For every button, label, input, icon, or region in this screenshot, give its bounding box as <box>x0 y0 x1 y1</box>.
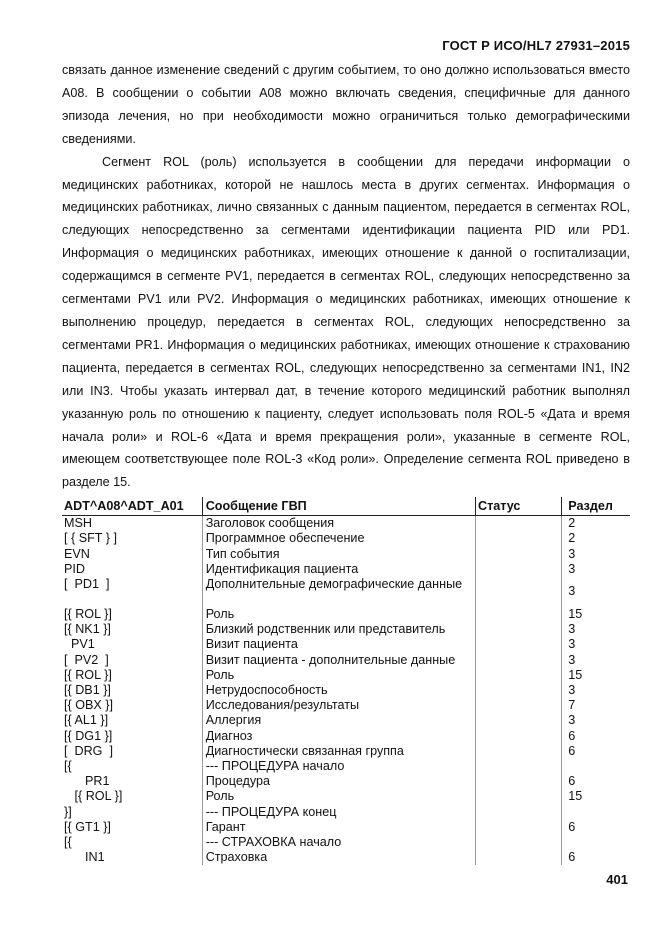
segment-cell: [{ OBX }] <box>64 698 114 713</box>
segment-cell: [{ DG1 }] <box>64 728 113 743</box>
status-cell <box>475 698 561 713</box>
table-row <box>62 562 630 577</box>
segment-cell: [{ ROL }] <box>64 607 112 622</box>
status-cell <box>475 683 561 698</box>
status-cell <box>475 744 561 759</box>
table-body <box>62 516 630 866</box>
description-cell: --- ПРОЦЕДУРА конец <box>202 805 475 820</box>
column-header-status: Статус <box>475 497 561 516</box>
description-cell: Дополнительные демографические данные <box>202 577 475 607</box>
section-cell: 15 <box>568 789 583 804</box>
status-cell <box>475 820 561 835</box>
section-cell: 3 <box>568 546 576 561</box>
description-cell: Роль <box>202 607 475 622</box>
status-cell <box>475 850 561 865</box>
segment-cell: [ { SFT } ] <box>64 531 117 546</box>
body-text <box>62 59 630 494</box>
description-cell: Диагностически связанная группа <box>202 744 475 759</box>
description-cell: Роль <box>202 668 475 683</box>
description-cell: Тип события <box>202 547 475 562</box>
table-row <box>62 729 630 744</box>
status-cell <box>475 547 561 562</box>
segment-cell: [{ ROL }] <box>64 789 123 804</box>
status-cell <box>475 653 561 668</box>
description-cell: Близкий родственник или представитель <box>202 622 475 637</box>
description-cell: Визит пациента - дополнительные данные <box>202 653 475 668</box>
segment-cell: [{ DB1 }] <box>64 683 111 698</box>
table-row <box>62 683 630 698</box>
section-cell: 3 <box>568 713 576 728</box>
section-cell <box>562 835 630 850</box>
message-structure-table <box>62 497 630 865</box>
section-cell: 7 <box>568 698 576 713</box>
table-row <box>62 668 630 683</box>
table-row <box>62 759 630 774</box>
table-row <box>62 835 630 850</box>
description-cell: Нетрудоспособность <box>202 683 475 698</box>
segment-cell: [{ NK1 }] <box>64 622 111 637</box>
column-header-section: Раздел <box>562 497 630 516</box>
section-cell: 3 <box>568 622 576 637</box>
table-row <box>62 850 630 865</box>
section-cell: 3 <box>568 561 576 576</box>
table-row <box>62 607 630 622</box>
table-header-row <box>62 497 630 516</box>
description-cell: Роль <box>202 789 475 804</box>
status-cell <box>475 835 561 850</box>
paragraph: связать данное изменение сведений с другим событием, то оно должно использоваться вместо A08. В сообщении о событии A08 можно включать сведения, специфичные для данного эпизода лечения, но при необходимости можно ограничиться только демографическими сведениями. <box>62 63 630 146</box>
table-row <box>62 713 630 728</box>
segment-cell: PR1 <box>64 774 110 789</box>
section-cell: 3 <box>568 584 576 599</box>
table-row <box>62 577 630 607</box>
status-cell <box>475 577 561 607</box>
description-cell: --- ПРОЦЕДУРА начало <box>202 759 475 774</box>
status-cell <box>475 713 561 728</box>
description-cell: Программное обеспечение <box>202 531 475 546</box>
status-cell <box>475 622 561 637</box>
status-cell <box>475 774 561 789</box>
description-cell: Заголовок сообщения <box>202 516 475 532</box>
segment-cell: }] <box>64 804 72 819</box>
segment-cell: [ PV2 ] <box>64 652 109 667</box>
segment-cell: PV1 <box>64 637 95 652</box>
table-row <box>62 774 630 789</box>
segment-cell: [{ AL1 }] <box>64 713 109 728</box>
description-cell: Идентификация пациента <box>202 562 475 577</box>
status-cell <box>475 668 561 683</box>
section-cell: 3 <box>568 637 576 652</box>
status-cell <box>475 729 561 744</box>
status-cell <box>475 531 561 546</box>
section-cell <box>562 805 630 820</box>
segment-cell: [ PD1 ] <box>64 577 110 592</box>
status-cell <box>475 607 561 622</box>
table-row <box>62 805 630 820</box>
segment-cell: EVN <box>64 546 90 561</box>
page-number: 401 <box>606 872 628 887</box>
section-cell: 6 <box>568 728 576 743</box>
document-header: ГОСТ Р ИСО/HL7 27931–2015 <box>442 38 630 53</box>
segment-cell: MSH <box>64 516 92 531</box>
table-row <box>62 653 630 668</box>
section-cell: 6 <box>568 743 576 758</box>
column-header-message: ADT^A08^ADT_A01 <box>62 497 202 516</box>
description-cell: Гарант <box>202 820 475 835</box>
segment-cell: [{ <box>64 759 72 774</box>
status-cell <box>475 805 561 820</box>
table-row <box>62 516 630 532</box>
table-row <box>62 698 630 713</box>
description-cell: Страховка <box>202 850 475 865</box>
section-cell: 2 <box>568 516 576 531</box>
table-row <box>62 744 630 759</box>
description-cell: --- СТРАХОВКА начало <box>202 835 475 850</box>
segment-cell: IN1 <box>64 850 105 865</box>
paragraph: Сегмент ROL (роль) используется в сообщении для передачи информации о медицинских работниках, которой не нашлось места в других сегментах. Информация о медицинских работниках, лично связанных с данным пациентом, передается в сегментах ROL, следующих непосредственно за сегментами идентификации пациента PID или PD1. Информация о медицинских работниках, имеющих отношение к данной о госпитализации, содержащимся в сегменте PV1, передается в сегментах ROL, следующих непосредственно за сегментами PV1 или PV2. Информация о медицинских работниках, имеющих отношение к выполнению процедур, передается в сегментах ROL, следующих непосредственно за сегментами PR1. Информация о медицинских работниках, имеющих отношение к страхованию пациента, передается в сегментах ROL, следующих непосредственно за сегментами IN1, IN2 или IN3. Чтобы указать интервал дат, в течение которого медицинский работник выполнял указанную роль по отношению к пациенту, следует использовать поля ROL-5 «Дата и время начала роли» и ROL-6 «Дата и время прекращения роли», указанные в сегменте ROL, имеющем соответствующее поле ROL-3 «Код роли». Определение сегмента ROL приведено в разделе 15. <box>62 154 630 490</box>
section-cell <box>562 759 630 774</box>
status-cell <box>475 562 561 577</box>
table-row <box>62 622 630 637</box>
column-header-description: Сообщение ГВП <box>202 497 475 516</box>
section-cell: 15 <box>568 607 583 622</box>
section-cell: 6 <box>568 850 576 865</box>
description-cell: Процедура <box>202 774 475 789</box>
section-cell: 6 <box>568 819 576 834</box>
status-cell <box>475 637 561 652</box>
status-cell <box>475 759 561 774</box>
section-cell: 15 <box>568 667 583 682</box>
segment-cell: [{ <box>64 835 72 850</box>
table-row <box>62 789 630 804</box>
status-cell <box>475 516 561 532</box>
description-cell: Исследования/результаты <box>202 698 475 713</box>
section-cell: 6 <box>568 774 576 789</box>
segment-cell: [{ GT1 }] <box>64 819 111 834</box>
table-row <box>62 820 630 835</box>
description-cell: Визит пациента <box>202 637 475 652</box>
segment-cell: PID <box>64 561 85 576</box>
status-cell <box>475 789 561 804</box>
description-cell: Диагноз <box>202 729 475 744</box>
section-cell: 3 <box>568 652 576 667</box>
table-row <box>62 531 630 546</box>
segment-cell: [ DRG ] <box>64 743 113 758</box>
description-cell: Аллергия <box>202 713 475 728</box>
section-cell: 2 <box>568 531 576 546</box>
segment-cell: [{ ROL }] <box>64 667 112 682</box>
table-row <box>62 637 630 652</box>
section-cell: 3 <box>568 683 576 698</box>
table-row <box>62 547 630 562</box>
